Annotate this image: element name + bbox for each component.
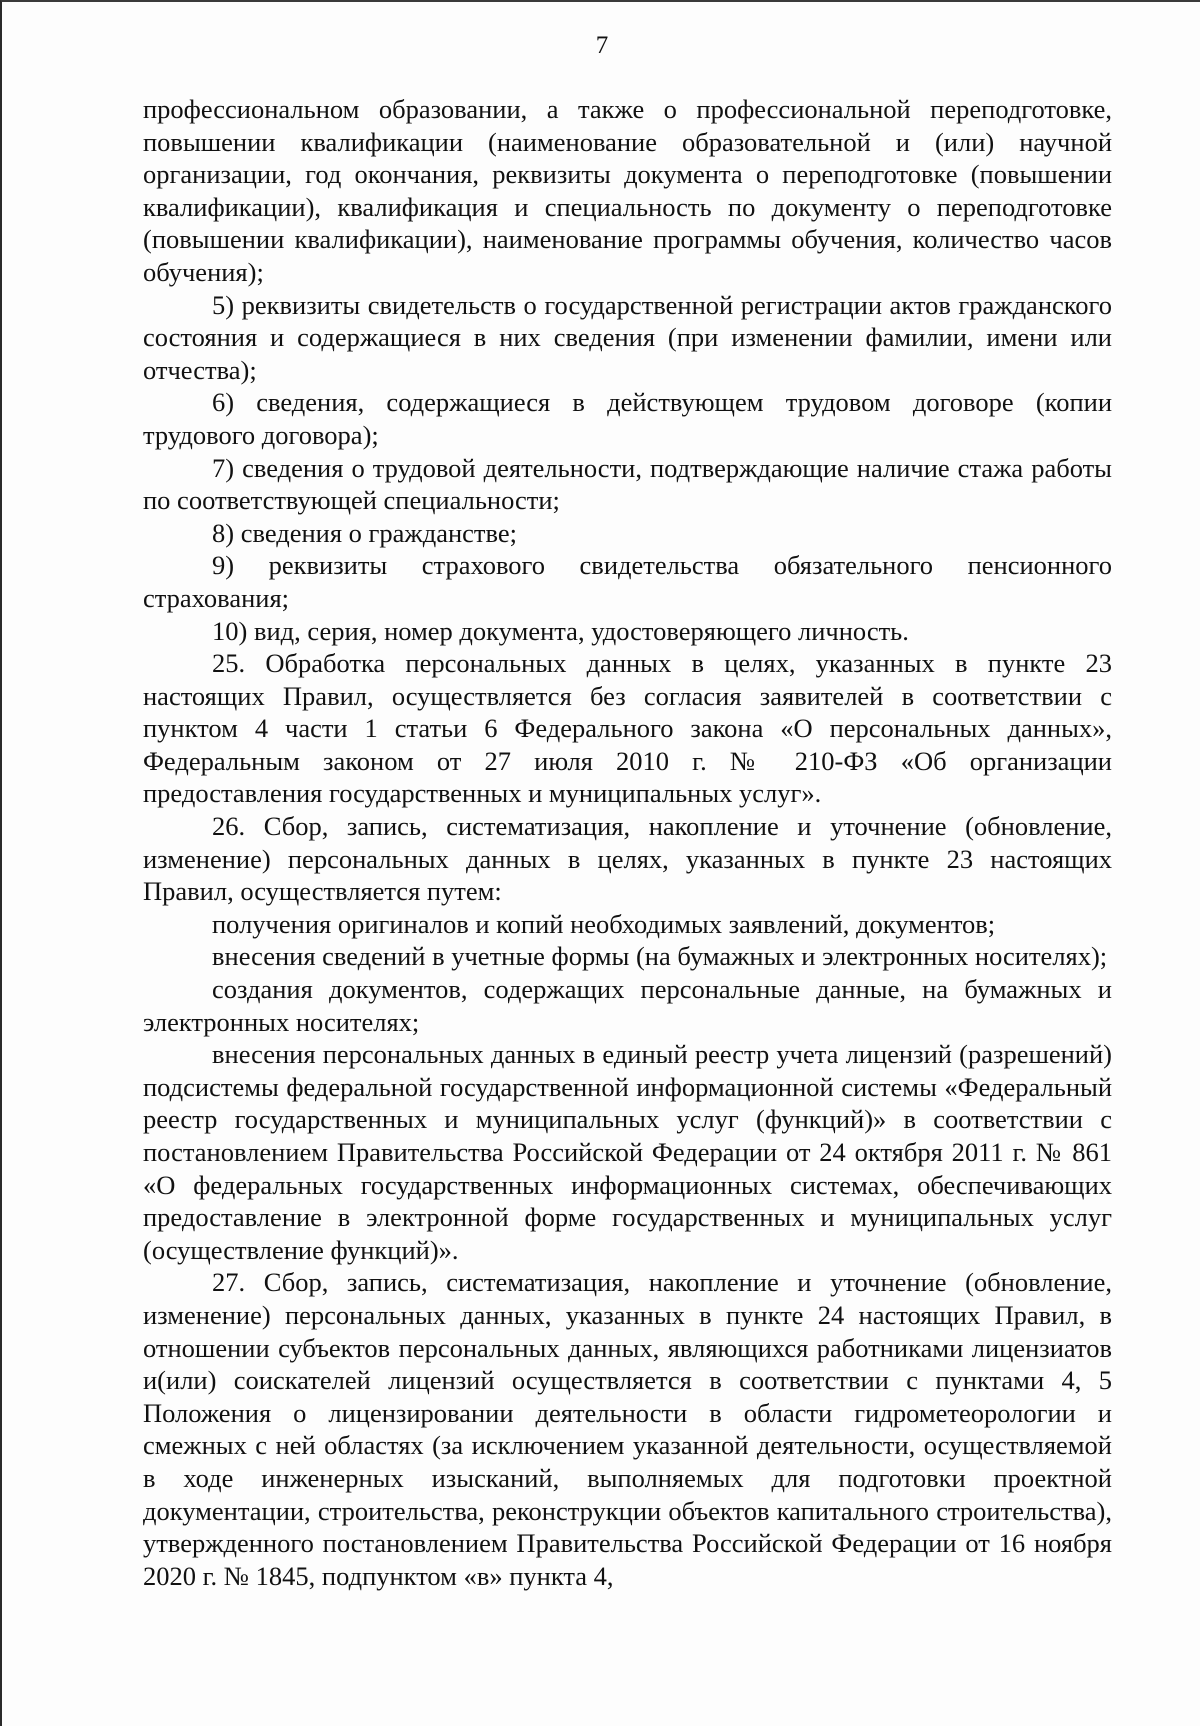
page-number: 7 xyxy=(595,32,609,59)
paragraph-p-26-d: внесения персональных данных в единый реестр учета лицензий (разрешений) подсистемы федеральной государственной информационной системы «Федеральный реестр государственных и муниципальных услуг (функций)» в соответствии с постановлением Правительства Российской Федерации от 24 октября 2011 г. № 861 «О федеральных государственных информационных системах, обеспечивающих предоставление в электронной форме государственных и муниципальных услуг (осуществление функций)». xyxy=(143,1039,1112,1265)
paragraph-p-item7: 7) сведения о трудовой деятельности, подтверждающие наличие стажа работы по соответствующей специальности; xyxy=(143,452,1112,516)
paragraph-p-27: 27. Сбор, запись, систематизация, накопление и уточнение (обновление, изменение) персональных данных, указанных в пункте 24 настоящих Правил, в отношении субъектов персональных данных, являющихся работниками лицензиатов и(или) соискателей лицензий осуществляется в соответствии с пунктами 4, 5 Положения о лицензировании деятельности в области гидрометеорологии и смежных с ней областях (за исключением указанной деятельности, осуществляемой в ходе инженерных изысканий, выполняемых для подготовки проектной документации, строительства, реконструкции объектов капитального строительства), утвержденного постановлением Правительства Российской Федерации от 16 ноября 2020 г. № 1845, подпунктом «в» пункта 4, xyxy=(143,1267,1112,1591)
paragraph-p-item9: 9) реквизиты страхового свидетельства обязательного пенсионного страхования; xyxy=(143,550,1112,613)
paragraph-p-26: 26. Сбор, запись, систематизация, накопление и уточнение (обновление, изменение) персональных данных в целях, указанных в пункте 23 настоящих Правил, осуществляется путем: xyxy=(143,811,1112,907)
paragraph-p-item8: 8) сведения о гражданстве; xyxy=(212,517,517,548)
document-body xyxy=(143,93,1112,1592)
paragraph-p-item6: 6) сведения, содержащиеся в действующем трудовом договоре (копии трудового договора); xyxy=(143,387,1112,450)
paragraph-p-26-b: внесения сведений в учетные формы (на бумажных и электронных носителях); xyxy=(212,941,1108,972)
paragraph-p-25: 25. Обработка персональных данных в целях, указанных в пункте 23 настоящих Правил, осуществляется без согласия заявителей в соответствии с пунктом 4 части 1 статьи 6 Федерального закона «О персональных данных», Федеральным законом от 27 июля 2010 г. № 210-ФЗ «Об организации предоставления государственных и муниципальных услуг». xyxy=(143,648,1112,809)
paragraph-p-cont: профессиональном образовании, а также о профессиональной переподготовке, повышении квалификации (наименование образовательной и (или) научной организации, год окончания, реквизиты документа о переподготовке (повышении квалификации), квалификация и специальность по документу о переподготовке (повышении квалификации), наименование программы обучения, количество часов обучения); xyxy=(143,94,1112,287)
paragraph-p-26-c: создания документов, содержащих персональные данные, на бумажных и электронных носителях; xyxy=(143,974,1112,1037)
paragraph-p-26-a: получения оригиналов и копий необходимых заявлений, документов; xyxy=(212,908,996,939)
paragraph-p-item5: 5) реквизиты свидетельств о государственной регистрации актов гражданского состояния и содержащиеся в них сведения (при изменении фамилии, имени или отчества); xyxy=(143,289,1112,385)
paragraph-p-item10: 10) вид, серия, номер документа, удостоверяющего личность. xyxy=(212,615,909,646)
